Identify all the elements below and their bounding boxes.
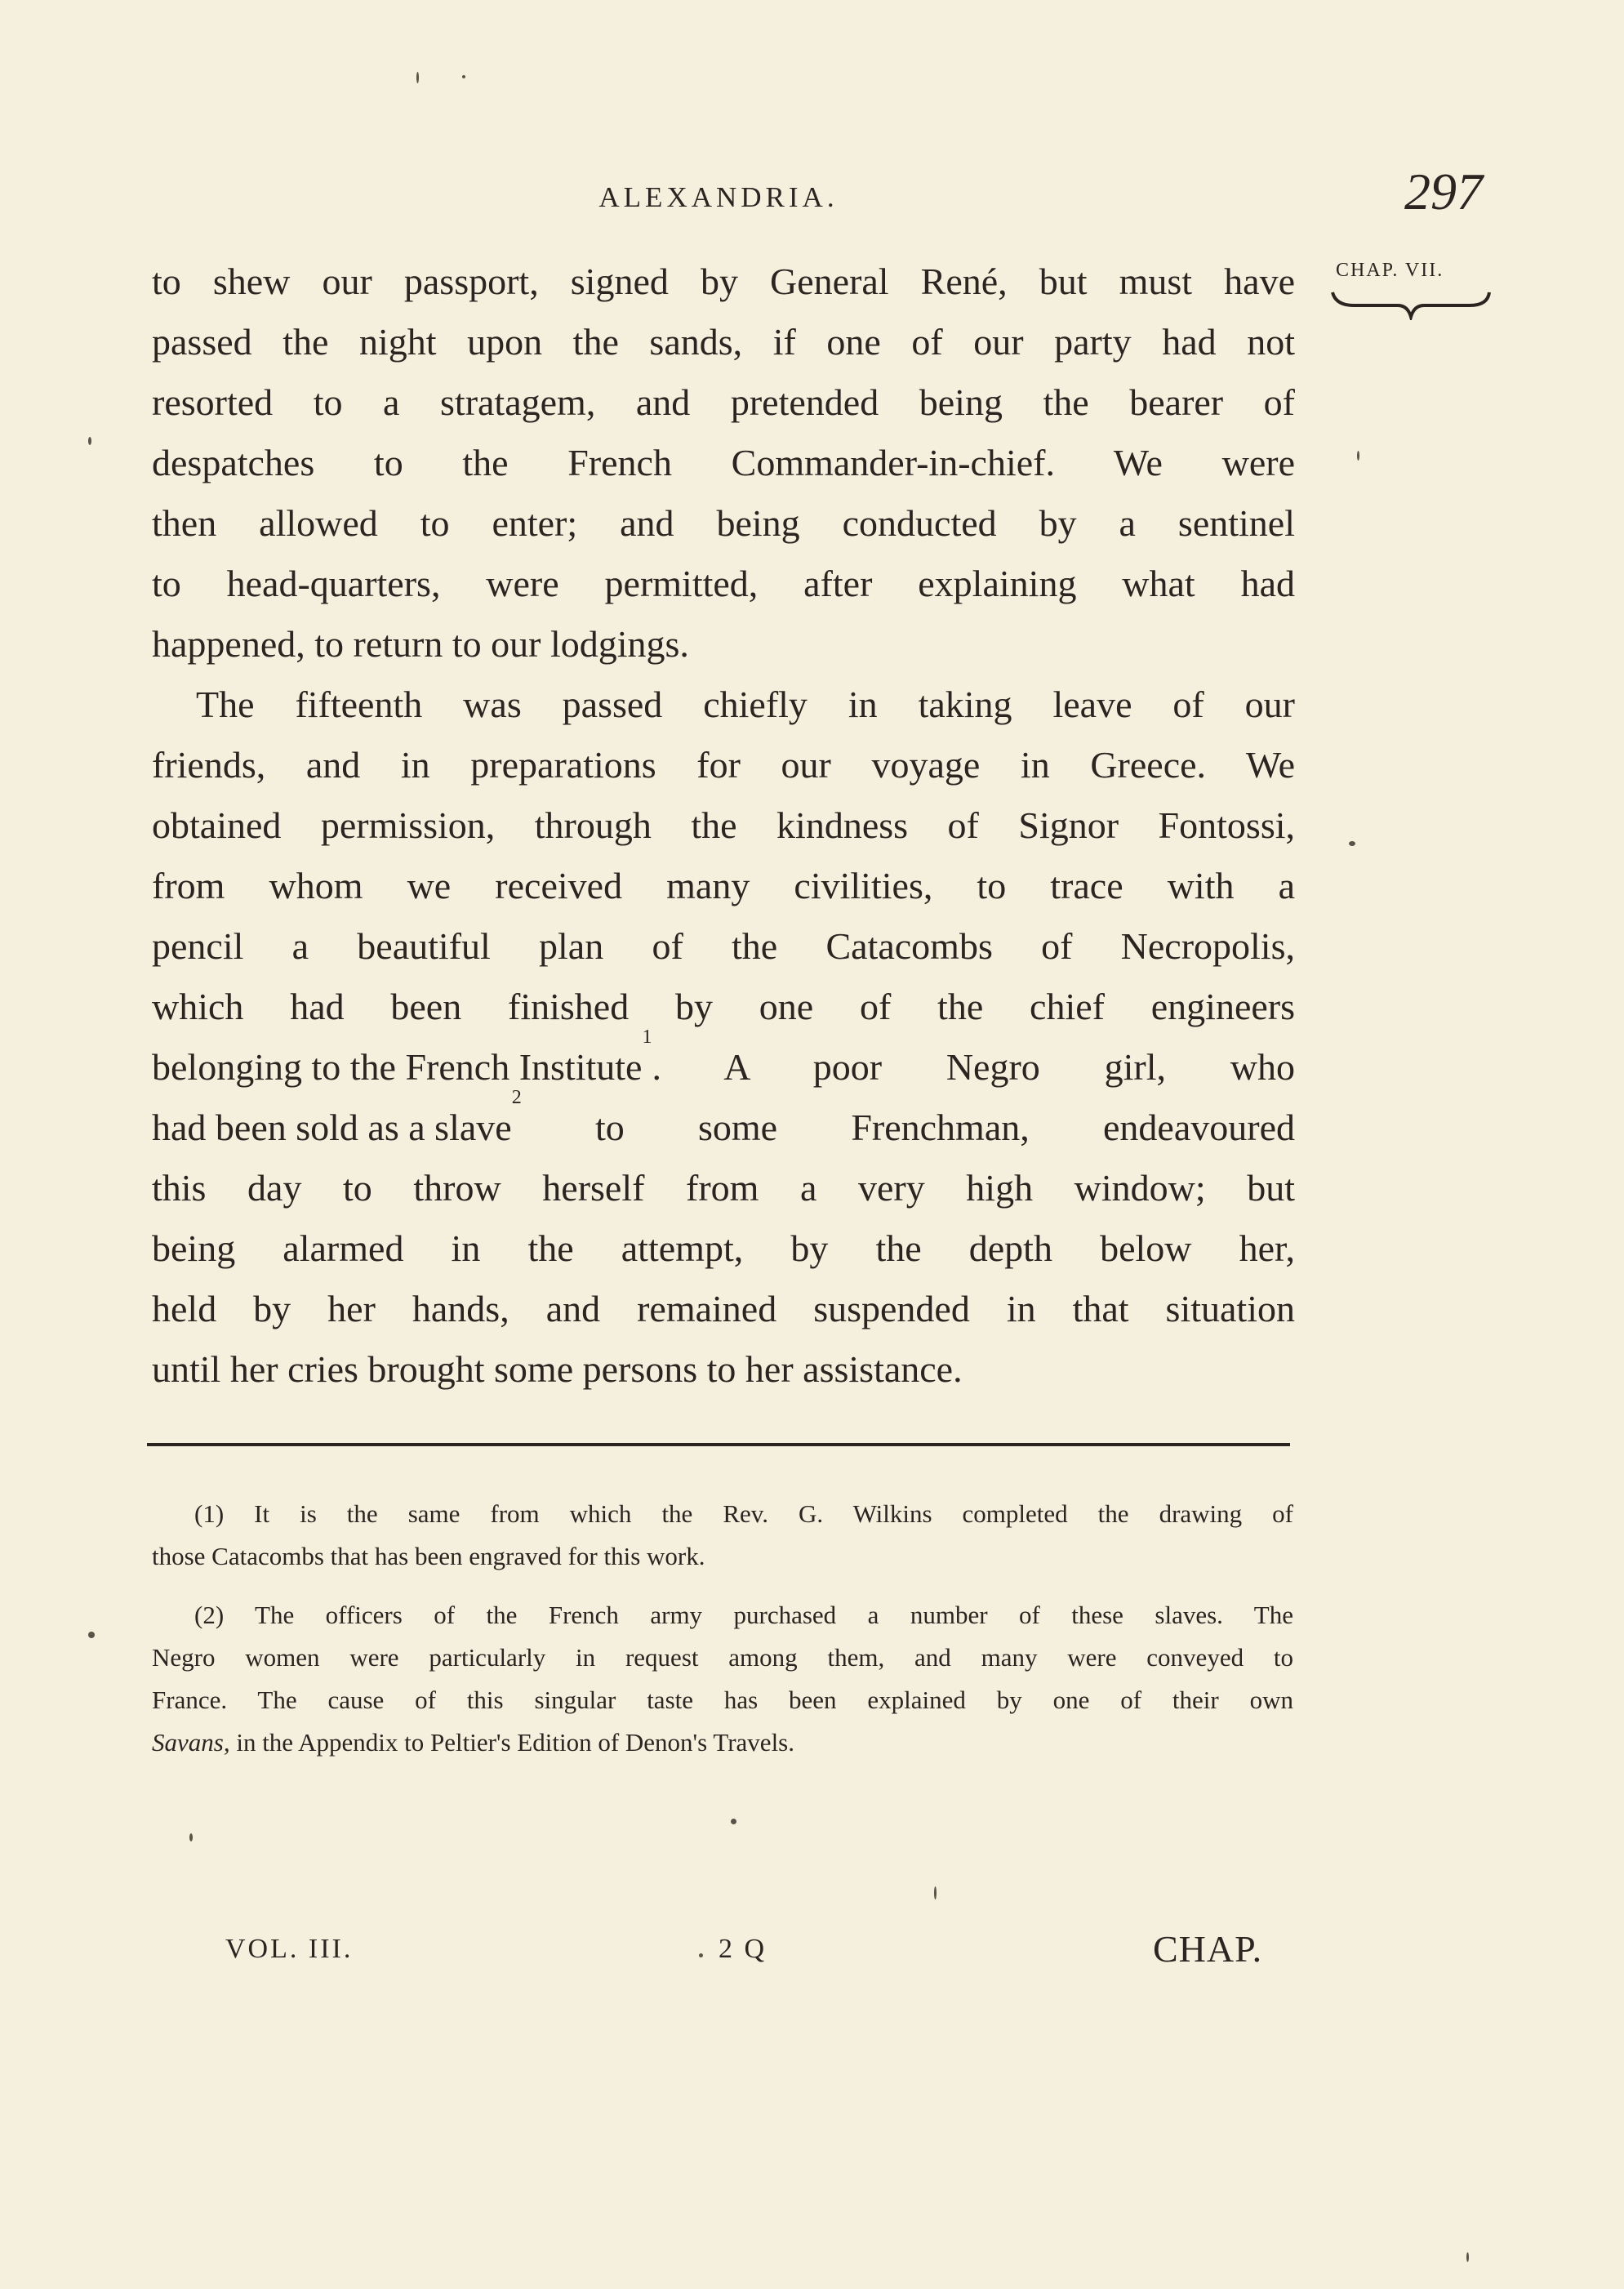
brace-ornament bbox=[1329, 287, 1493, 320]
text-line: obtained permission, through the kindness of Signor Fontossi, bbox=[152, 804, 1295, 846]
paper-speck bbox=[189, 1833, 193, 1841]
paper-speck bbox=[731, 1819, 736, 1824]
text-line: being alarmed in the attempt, by the depth below her, bbox=[152, 1227, 1295, 1269]
text-segment: . A poor Negro girl, who bbox=[652, 1046, 1295, 1088]
italic-word: Savans, bbox=[152, 1728, 230, 1757]
text-line: to shew our passport, signed by General René, but must have bbox=[152, 261, 1295, 302]
footnotes bbox=[152, 1493, 1293, 1764]
footnote-line: (1) It is the same from which the Rev. G. Wilkins completed the drawing of bbox=[194, 1499, 1293, 1528]
footnote-line: (2) The officers of the French army purchased a number of these slaves. The bbox=[194, 1601, 1293, 1629]
footnote-line: France. The cause of this singular taste has been explained by one of their own bbox=[152, 1686, 1293, 1714]
text-line bbox=[152, 1087, 1295, 1158]
footnote-rule bbox=[147, 1443, 1290, 1446]
page-number: 297 bbox=[1404, 163, 1483, 220]
text-line: which had been finished by one of the chief engineers bbox=[152, 986, 1295, 1027]
paper-speck bbox=[462, 75, 465, 78]
text-line: friends, and in preparations for our voyage in Greece. We bbox=[152, 744, 1295, 786]
text-line: happened, to return to our lodgings. bbox=[152, 623, 689, 665]
paper-speck bbox=[1466, 2252, 1469, 2262]
text-segment: in the Appendix to Peltier's Edition of Denon's Travels. bbox=[229, 1728, 794, 1757]
leaf-signature: 2 Q bbox=[719, 1934, 768, 1964]
text-line: from whom we received many civilities, to trace with a bbox=[152, 865, 1295, 906]
text-segment: had been sold as a slave bbox=[152, 1107, 512, 1148]
running-head: ALEXANDRIA. bbox=[598, 181, 839, 213]
text-line: despatches to the French Commander-in-chief. We were bbox=[152, 442, 1295, 483]
text-line: The fifteenth was passed chiefly in taking leave of our bbox=[196, 684, 1295, 725]
paper-speck bbox=[88, 437, 91, 445]
catchword: CHAP. bbox=[1153, 1928, 1263, 1970]
volume-signature: VOL. III. bbox=[225, 1934, 354, 1964]
text-line: until her cries brought some persons to her assistance. bbox=[152, 1348, 963, 1390]
paper-speck bbox=[699, 1953, 703, 1957]
chapter-margin-note: CHAP. VII. bbox=[1336, 260, 1444, 281]
paper-speck bbox=[416, 72, 419, 83]
text-line: passed the night upon the sands, if one of our party had not bbox=[152, 321, 1295, 363]
text-line: pencil a beautiful plan of the Catacombs of Necropolis, bbox=[152, 925, 1295, 967]
footnote-ref: 1 bbox=[642, 1026, 652, 1048]
paper-speck bbox=[934, 1886, 937, 1899]
text-line: resorted to a stratagem, and pretended being the bearer of bbox=[152, 381, 1295, 423]
footnote-gap bbox=[152, 1578, 1293, 1594]
text-line: this day to throw herself from a very high window; but bbox=[152, 1167, 1295, 1209]
text-line: then allowed to enter; and being conducted by a sentinel bbox=[152, 502, 1295, 544]
paper-speck bbox=[1357, 451, 1359, 461]
footnote-line: Negro women were particularly in request among them, and many were conveyed to bbox=[152, 1643, 1293, 1672]
text-line: held by her hands, and remained suspended in that situation bbox=[152, 1288, 1295, 1329]
body-text bbox=[152, 252, 1295, 1400]
footnote-line: those Catacombs that has been engraved for this work. bbox=[152, 1542, 705, 1570]
footnote-ref: 2 bbox=[511, 1087, 522, 1108]
text-line: to head-quarters, were permitted, after explaining what had bbox=[152, 563, 1295, 604]
paper-speck bbox=[88, 1632, 95, 1638]
footnote-line bbox=[152, 1721, 1293, 1764]
text-segment: belonging to the French Institute bbox=[152, 1046, 643, 1088]
text-line bbox=[152, 1026, 1295, 1098]
text-segment: to some Frenchman, endeavoured bbox=[521, 1107, 1295, 1148]
paper-speck bbox=[1349, 841, 1355, 846]
